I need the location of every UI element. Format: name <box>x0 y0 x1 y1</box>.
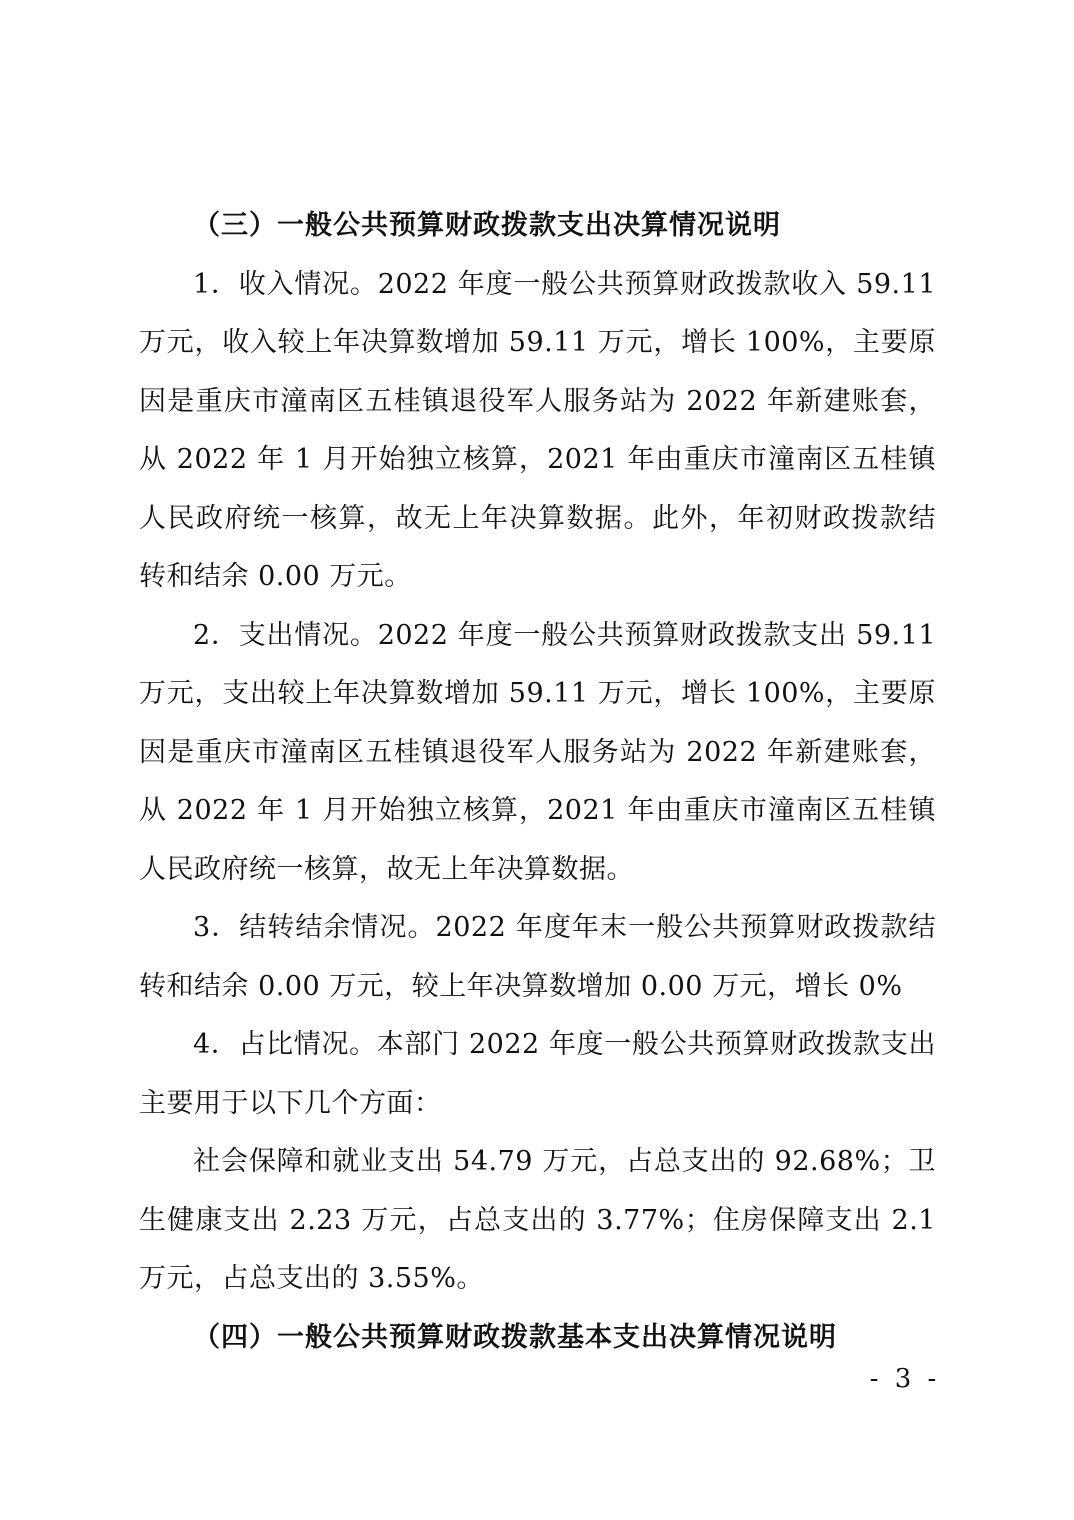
paragraph-proportion-details: 社会保障和就业支出 54.79 万元，占总支出的 92.68%；卫生健康支出 2.23 万元，占总支出的 3.77%；住房保障支出 2.1 万元，占总支出的 3.55%。 <box>139 1146 936 1294</box>
paragraph-proportion: 4．占比情况。本部门 2022 年度一般公共预算财政拨款支出主要用于以下几个方面： <box>139 1029 936 1119</box>
document-body <box>139 197 936 1367</box>
page-number: - 3 - <box>869 1364 941 1394</box>
paragraph-carryover: 3．结转结余情况。2022 年度年末一般公共预算财政拨款结转和结余 0.00 万元，较上年决算数增加 0.00 万元，增长 0% <box>139 912 936 1002</box>
paragraph-expenditure: 2．支出情况。2022 年度一般公共预算财政拨款支出 59.11 万元，支出较上年决算数增加 59.11 万元，增长 100%，主要原因是重庆市潼南区五桂镇退役军人服务站为 2022 年新建账套，从 2022 年 1 月开始独立核算，2021 年由重庆市潼南区五桂镇人民政府统一核算，故无上年决算数据。 <box>139 619 936 885</box>
section-heading-3: （三）一般公共预算财政拨款支出决算情况说明 <box>193 210 781 241</box>
paragraph-income: 1．收入情况。2022 年度一般公共预算财政拨款收入 59.11 万元，收入较上年决算数增加 59.11 万元，增长 100%，主要原因是重庆市潼南区五桂镇退役军人服务站为 2022 年新建账套，从 2022 年 1 月开始独立核算，2021 年由重庆市潼南区五桂镇人民政府统一核算，故无上年决算数据。此外，年初财政拨款结转和结余 0.00 万元。 <box>139 268 936 592</box>
section-heading-4: （四）一般公共预算财政拨款基本支出决算情况说明 <box>193 1321 837 1353</box>
